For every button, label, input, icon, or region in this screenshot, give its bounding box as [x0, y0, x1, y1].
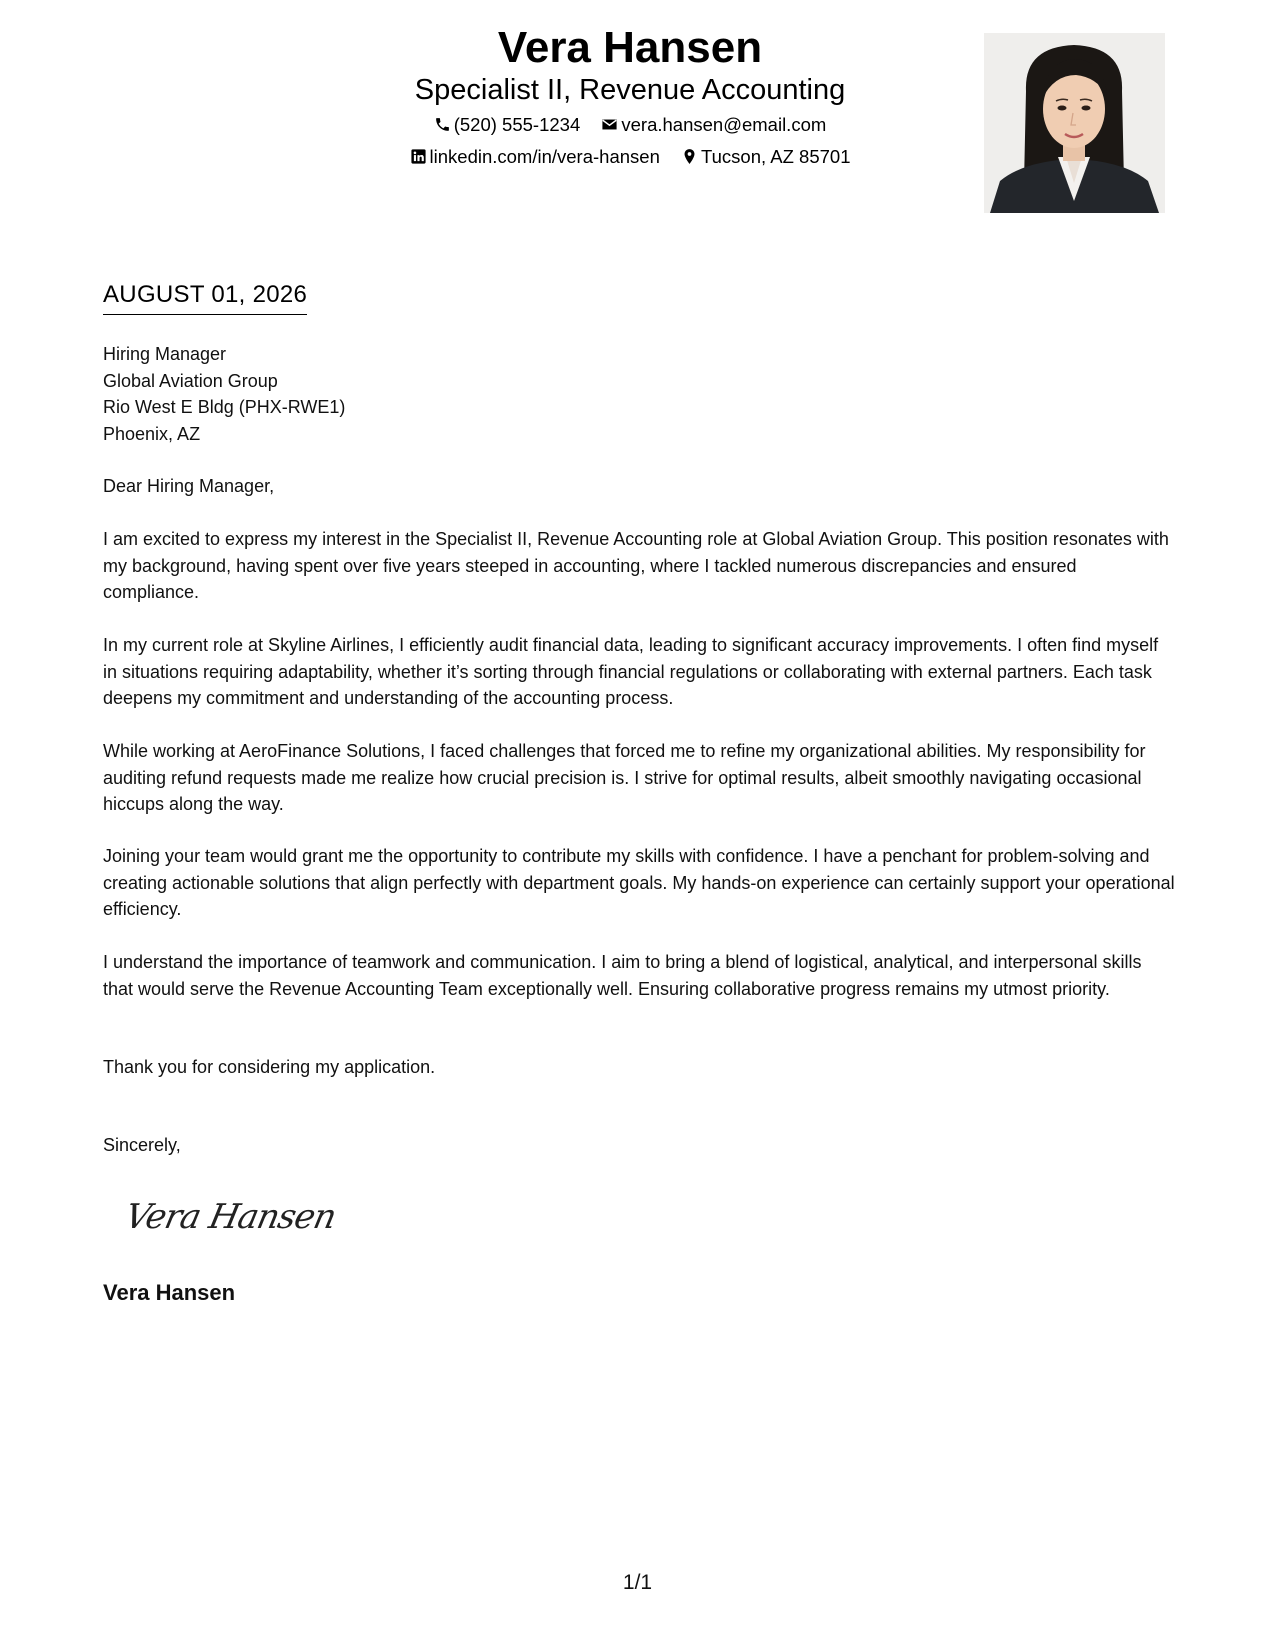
signoff: Sincerely,: [103, 1135, 181, 1155]
body-paragraph: I understand the importance of teamwork and communication. I aim to bring a blend of logistical, analytical, and interpersonal skills that would serve the Revenue Accounting Team exceptionally well. Ensuring collaborative progress remains my utmost priority.: [103, 952, 1142, 999]
contact-location: [681, 145, 850, 169]
applicant-name: Vera Hansen: [497, 23, 763, 72]
applicant-job-title: Specialist II, Revenue Accounting: [414, 74, 846, 106]
signer-name: Vera Hansen: [103, 1280, 236, 1305]
svg-text:Vera Hansen: Vera Hansen: [128, 1197, 338, 1237]
body-paragraph: While working at AeroFinance Solutions, I faced challenges that forced me to refine my organizational abilities. My responsibility for auditing refund requests made me realize how crucial precision is. I strive for optimal results, albeit smoothly navigating occasional hiccups along the way.: [103, 741, 1146, 814]
recipient-line: Rio West E Bldg (PHX-RWE1): [103, 397, 346, 417]
envelope-icon: [601, 114, 621, 135]
salutation: Dear Hiring Manager,: [103, 476, 275, 496]
phone-icon: [434, 114, 454, 135]
letter-header: [0, 0, 1275, 230]
phone-text: (520) 555-1234: [453, 114, 581, 135]
contact-row-primary: [330, 113, 930, 137]
contact-email[interactable]: [601, 113, 826, 137]
map-pin-icon: [681, 146, 701, 167]
contact-row-secondary: [330, 145, 930, 169]
linkedin-text: linkedin.com/in/vera-hansen: [429, 146, 660, 167]
handwritten-signature: [128, 1188, 338, 1249]
body-paragraph: Joining your team would grant me the opportunity to contribute my skills with confidence. I have a penchant for problem-solving and creating actionable solutions that align perfectly with department goals. My hands-on experience can certainly support your operational efficiency.: [103, 846, 1175, 919]
recipient-line: Global Aviation Group: [103, 370, 278, 391]
body-paragraph: In my current role at Skyline Airlines, I efficiently audit financial data, leading to significant accuracy improvements. I often find myself in situations requiring adaptability, whether it’s sorting through financial regulations or collaborating with external partners. Each task deepens my commitment and understanding of the accounting process.: [103, 635, 1159, 708]
profile-photo: [984, 33, 1165, 213]
email-text: vera.hansen@email.com: [621, 114, 827, 135]
recipient-line: Phoenix, AZ: [103, 423, 201, 444]
location-text: Tucson, AZ 85701: [701, 146, 851, 167]
body-paragraph: I am excited to express my interest in the Specialist II, Revenue Accounting role at Global Aviation Group. This position resonates with my background, having spent over five years steeped in accounting, where I tackled numerous discrepancies and ensured compliance.: [103, 529, 1169, 602]
contact-phone[interactable]: [434, 113, 581, 137]
closing-line: Thank you for considering my application.: [103, 1057, 436, 1077]
contact-linkedin[interactable]: [410, 145, 660, 169]
letter-date: AUGUST 01, 2026: [103, 280, 307, 315]
recipient-block: [103, 341, 345, 447]
page-number: 1/1: [622, 1571, 653, 1594]
linkedin-icon: [410, 146, 430, 167]
recipient-line: Hiring Manager: [103, 344, 227, 364]
